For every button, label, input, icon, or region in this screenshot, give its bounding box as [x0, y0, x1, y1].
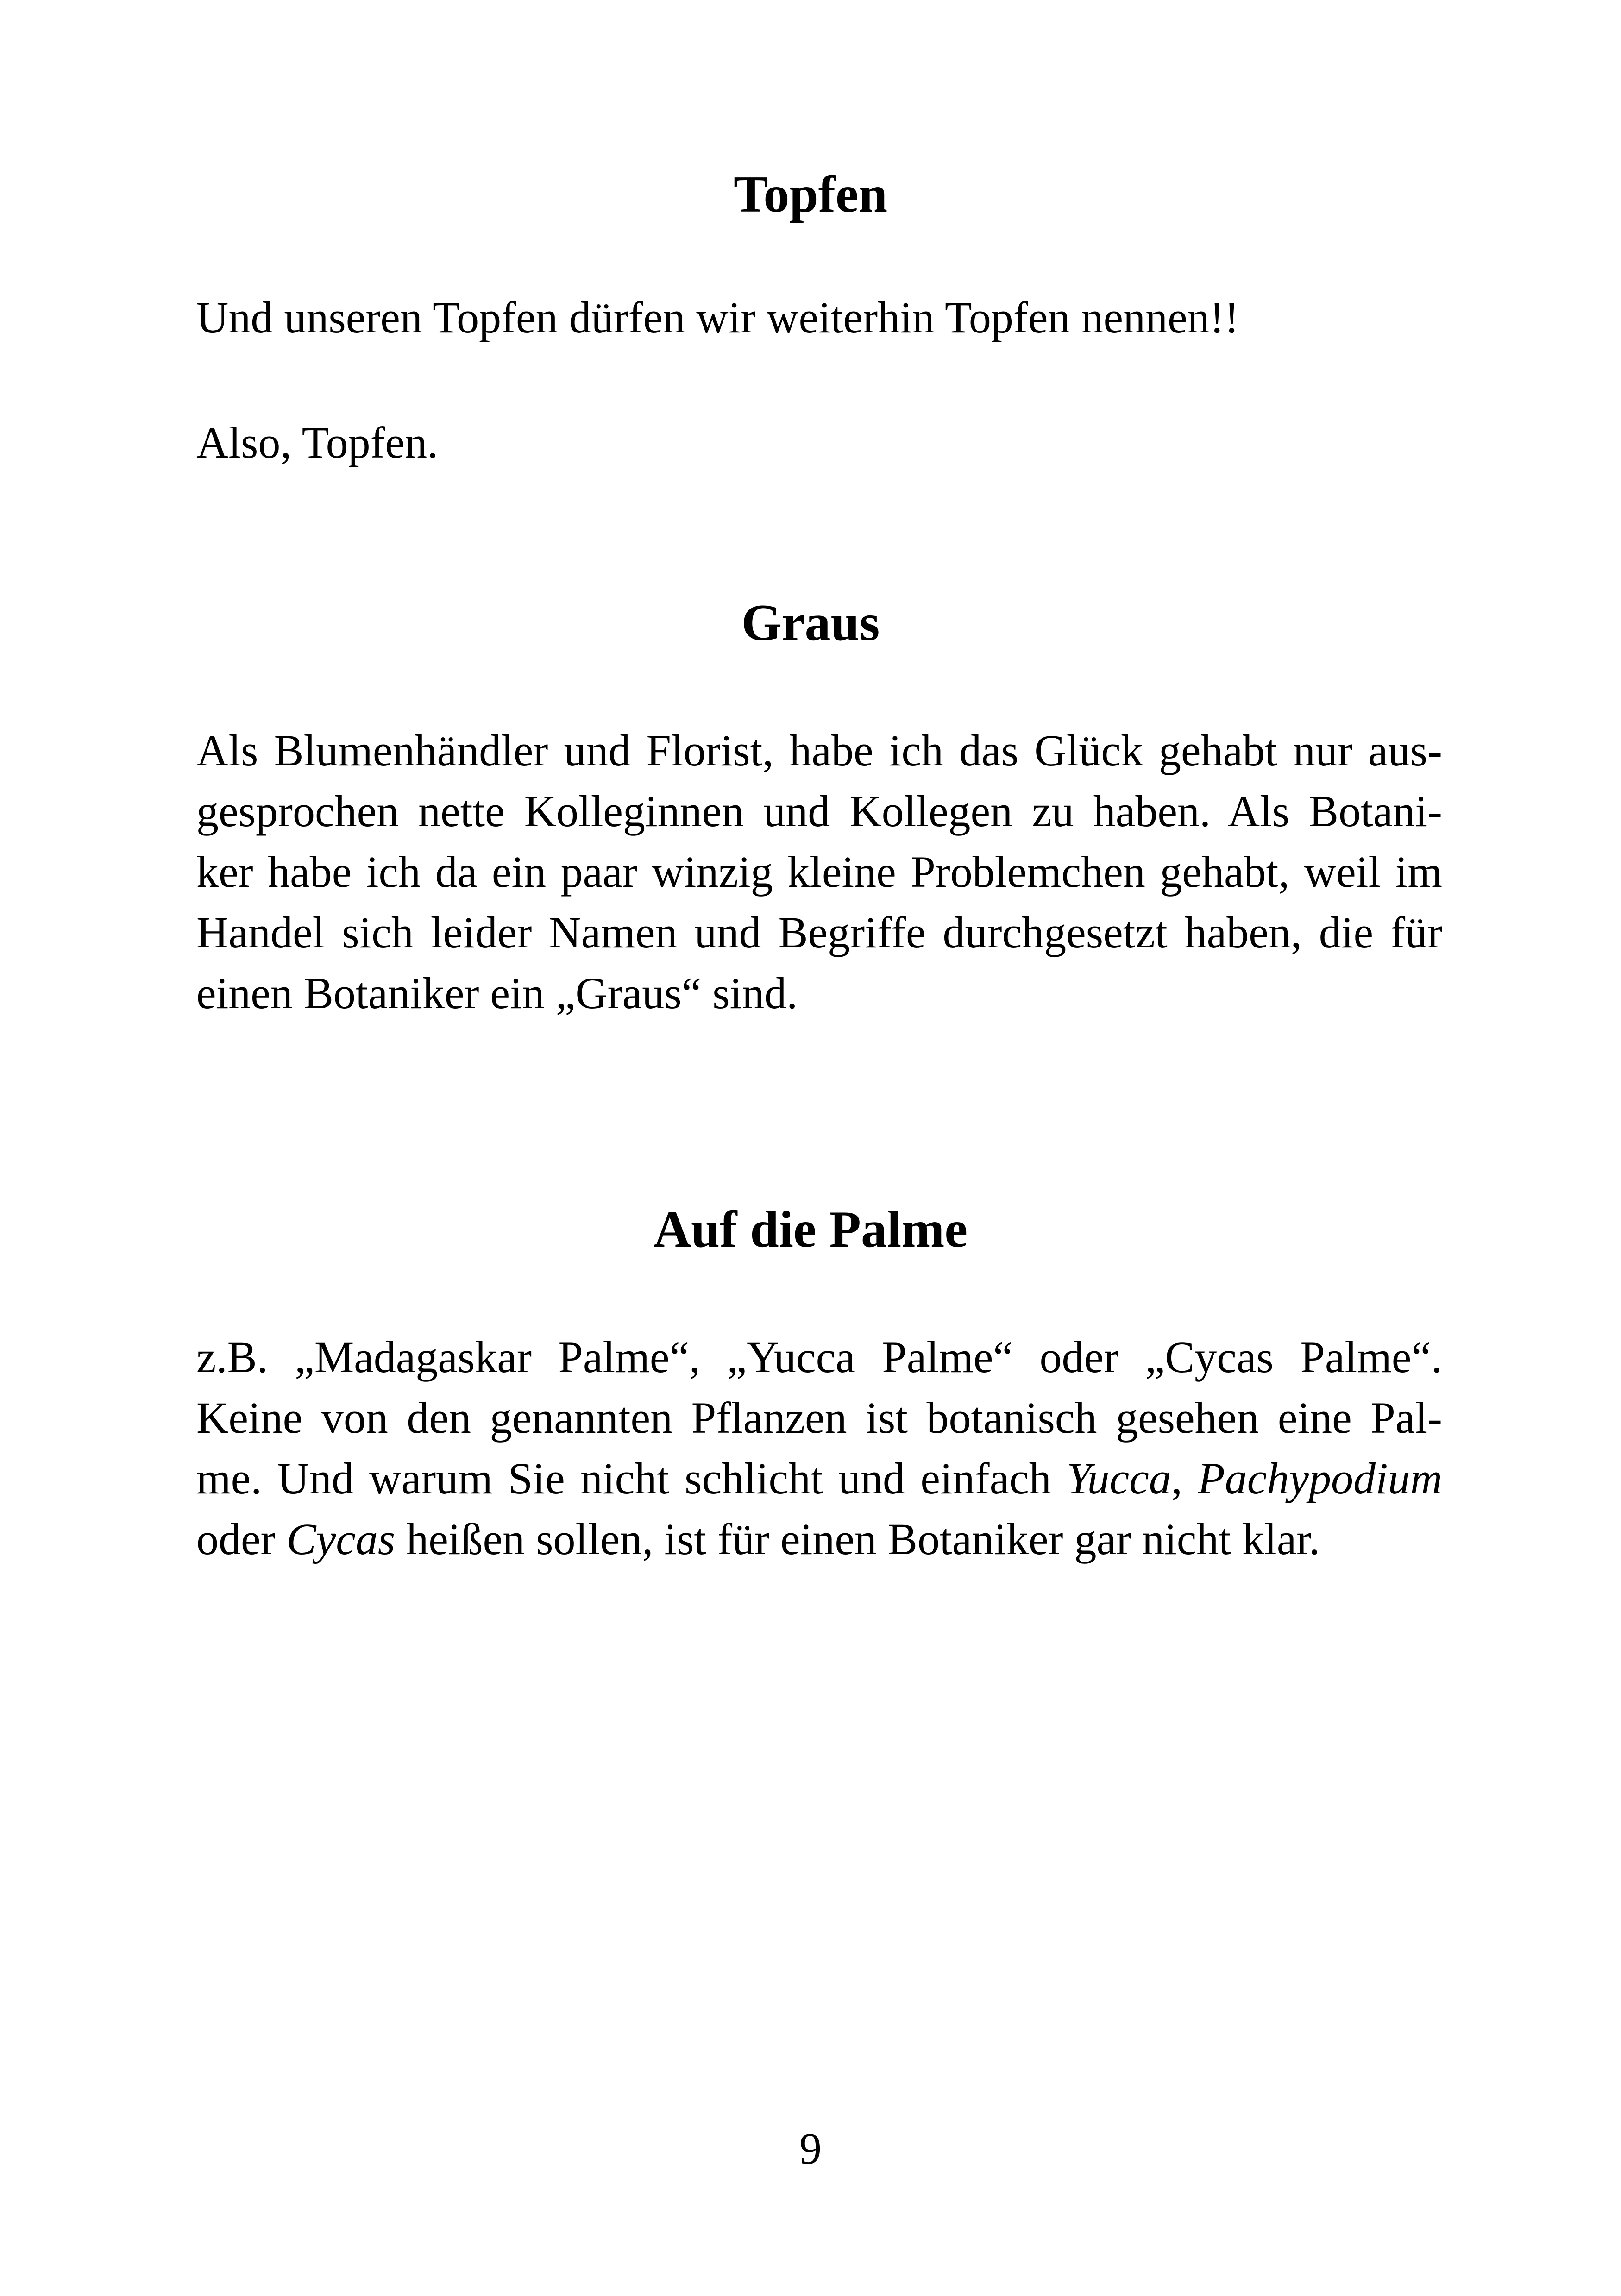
text-line: [196, 1509, 1442, 1569]
page-number: 9: [799, 2124, 822, 2173]
paragraph-graus: [196, 720, 1442, 1023]
heading-graus: Graus: [741, 594, 880, 652]
heading-topfen: Topfen: [733, 166, 887, 223]
text-run: ,: [1171, 1454, 1198, 1503]
italic-term-yucca: Yucca: [1067, 1454, 1171, 1503]
paragraph-palme: [196, 1327, 1442, 1569]
text-run: me. Und warum Sie nicht schlicht und einfach: [196, 1454, 1067, 1503]
text-line: Als Blumenhändler und Florist, habe ich das Glück gehabt nur aus-: [196, 726, 1442, 775]
text-line: Handel sich leider Namen und Begriffe durchgesetzt haben, die für: [196, 908, 1442, 957]
heading-auf-die-palme: Auf die Palme: [653, 1201, 968, 1258]
text-line: z.B. „Madagaskar Palme“, „Yucca Palme“ oder „Cycas Palme“.: [196, 1332, 1442, 1382]
text-line: ker habe ich da ein paar winzig kleine Problemchen gehabt, weil im: [196, 847, 1442, 897]
text-run: heißen sollen, ist für einen Botaniker gar nicht klar.: [395, 1514, 1320, 1564]
italic-term-cycas: Cycas: [286, 1514, 396, 1564]
text-line: gesprochen nette Kolleginnen und Kollegen zu haben. Als Botani-: [196, 786, 1442, 836]
paragraph-topfen-2: Also, Topfen.: [196, 418, 439, 467]
italic-term-pachypodium: Pachypodium: [1198, 1454, 1443, 1503]
text-line: [196, 1448, 1442, 1509]
text-run: oder: [196, 1514, 287, 1564]
paragraph-topfen-1: Und unseren Topfen dürfen wir weiterhin Topfen nennen!!: [196, 293, 1239, 342]
text-line: Keine von den genannten Pflanzen ist botanisch gesehen eine Pal-: [196, 1393, 1442, 1443]
text-line: einen Botaniker ein „Graus“ sind.: [196, 968, 798, 1018]
